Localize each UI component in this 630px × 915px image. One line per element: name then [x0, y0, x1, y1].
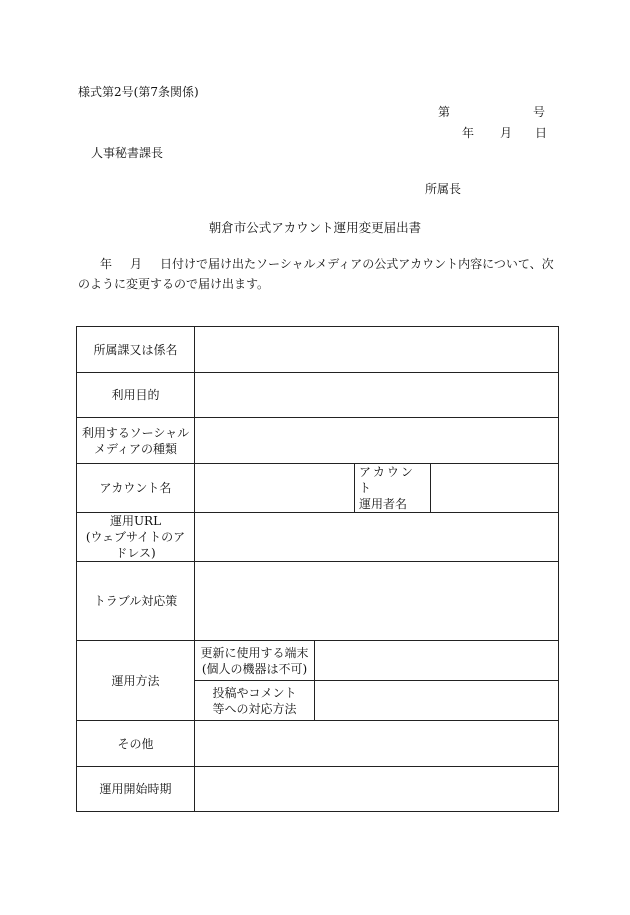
start-label: 運用開始時期 — [77, 767, 195, 812]
device-label-line2: (個人の機器は不可) — [201, 661, 308, 676]
account-operator-label — [355, 464, 431, 513]
body-text — [78, 254, 558, 294]
url-label-line2: (ウェブサイトのア — [85, 530, 186, 544]
purpose-label: 利用目的 — [77, 373, 195, 418]
purpose-value-field[interactable] — [195, 373, 559, 418]
addressee: 人事秘書課長 — [91, 146, 164, 160]
notification-form-table — [76, 326, 559, 812]
body-year: 年 — [100, 257, 113, 271]
url-value-field[interactable] — [195, 513, 559, 562]
date-month: 月 — [500, 126, 513, 140]
table-row — [77, 767, 559, 812]
device-value-field[interactable] — [315, 641, 559, 681]
table-row — [77, 562, 559, 641]
section-value-field[interactable] — [195, 327, 559, 373]
trouble-label: トラブル対応策 — [77, 562, 195, 641]
account-name-label: アカウント名 — [77, 464, 195, 513]
response-label-line1: 投稿やコメント — [212, 685, 297, 700]
account-operator-label-line1: アカウント — [359, 465, 415, 495]
table-row — [77, 464, 559, 513]
table-row — [77, 373, 559, 418]
table-row — [77, 721, 559, 767]
other-label: その他 — [77, 721, 195, 767]
media-type-label — [77, 418, 195, 464]
other-value-field[interactable] — [195, 721, 559, 767]
table-row — [77, 327, 559, 373]
body-main-text: 日付けで届け出たソーシャルメディアの公式アカウント内容について、次のように変更するので届け出ます。 — [78, 257, 554, 291]
response-label-line2: 等への対応方法 — [212, 701, 297, 716]
form-number: 様式第2号(第7条関係) — [78, 85, 199, 99]
media-type-label-line2: メディアの種類 — [93, 441, 178, 456]
account-operator-value-field[interactable] — [431, 464, 559, 513]
start-value-field[interactable] — [195, 767, 559, 812]
date-day: 日 — [535, 126, 548, 140]
account-operator-label-line2: 運用者名 — [359, 497, 408, 511]
url-label-line1: 運用URL — [109, 514, 162, 528]
trouble-value-field[interactable] — [195, 562, 559, 641]
account-name-value-field[interactable] — [195, 464, 355, 513]
table-row — [77, 513, 559, 562]
body-month: 月 — [130, 257, 143, 271]
url-label-line3: ドレス) — [115, 546, 156, 560]
media-type-label-line1: 利用するソーシャル — [81, 425, 190, 440]
doc-no-prefix: 第 — [438, 105, 451, 119]
method-label: 運用方法 — [77, 641, 195, 721]
document-title: 朝倉市公式アカウント運用変更届出書 — [208, 220, 422, 235]
table-row — [77, 641, 559, 681]
section-label: 所属課又は係名 — [77, 327, 195, 373]
device-label-line1: 更新に使用する端末 — [200, 645, 309, 660]
device-label — [195, 641, 315, 681]
sender: 所属長 — [425, 182, 462, 196]
response-value-field[interactable] — [315, 681, 559, 721]
response-label — [195, 681, 315, 721]
doc-no-suffix: 号 — [533, 105, 546, 119]
media-type-value-field[interactable] — [195, 418, 559, 464]
table-row — [77, 418, 559, 464]
url-label — [77, 513, 195, 562]
date-year: 年 — [462, 126, 475, 140]
